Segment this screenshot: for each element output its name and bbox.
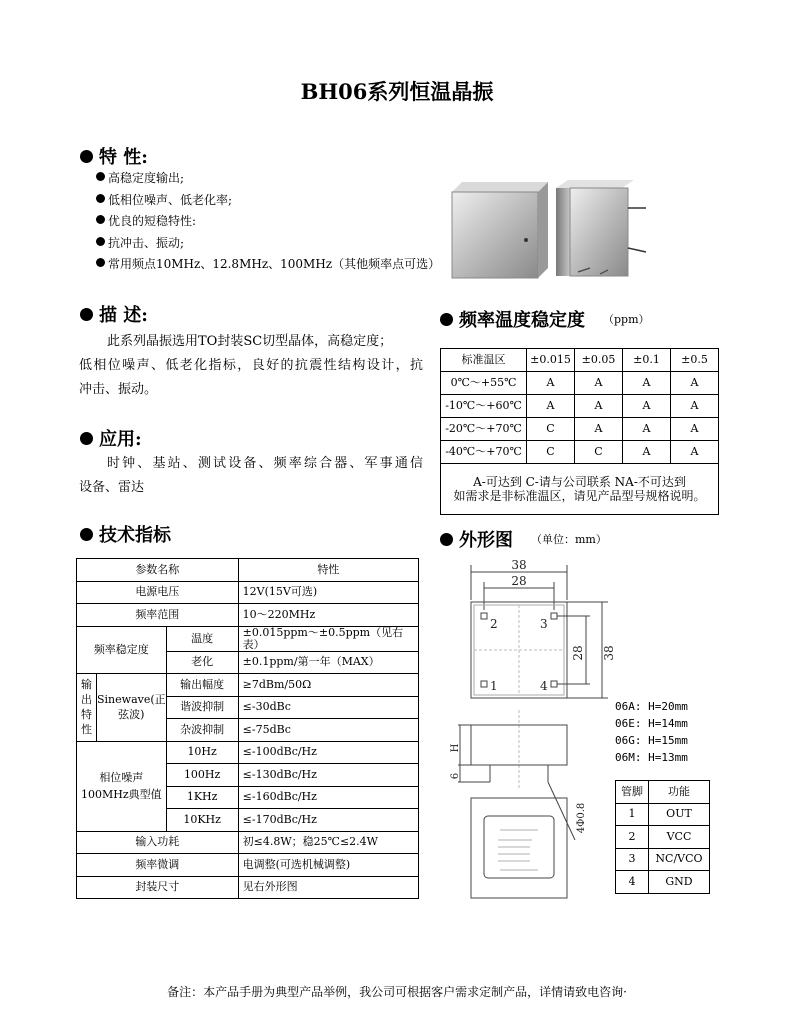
page-title: BH06系列恒温晶振 xyxy=(300,79,494,104)
outline-drawing xyxy=(450,560,620,910)
legend-note: 如需求是非标准温区，请见产品型号规格说明。 xyxy=(453,489,706,503)
list-item: 06M: H=13mm xyxy=(615,751,688,764)
dimension-label: 4Φ0.8 xyxy=(576,802,587,834)
dimension-label: 38 xyxy=(602,645,616,661)
bullet-icon xyxy=(96,215,105,224)
table-row xyxy=(441,464,719,515)
bullet-icon xyxy=(96,237,105,246)
table-row: -20℃～+70℃ C A A A xyxy=(441,418,719,441)
application-text: 时钟、基站、测试设备、频率综合器、军事通信 设备、雷达 xyxy=(79,456,423,495)
table-row: 100Hz ≤-130dBc/Hz xyxy=(77,764,419,787)
list-item: 常用频点10MHz、12.8MHz、100MHz（其他频率点可选） xyxy=(96,254,440,276)
bullet-icon xyxy=(96,172,105,181)
spec-heading: 技术指标 xyxy=(80,521,171,547)
bullet-icon xyxy=(440,533,453,546)
bullet-icon xyxy=(80,150,93,163)
table-row: -10℃～+60℃ A A A A xyxy=(441,395,719,418)
table-row: 电源电压 12V(15V可选) xyxy=(77,581,419,604)
table-row: 老化 ±0.1ppm/第一年（MAX） xyxy=(77,651,419,674)
table-row: 封装尺寸 见右外形图 xyxy=(77,876,419,899)
pin-label: 4 xyxy=(540,679,548,693)
dimension-label: 28 xyxy=(511,574,527,588)
pin-label: 2 xyxy=(490,617,498,631)
bullet-icon xyxy=(80,432,93,445)
spec-table xyxy=(76,558,419,899)
table-row: 1 OUT xyxy=(616,803,710,826)
list-item: 优良的短稳特性: xyxy=(96,211,440,233)
table-row: 2 VCC xyxy=(616,826,710,849)
table-row: 3 NC/VCO xyxy=(616,848,710,871)
list-item: 06G: H=15mm xyxy=(615,734,688,747)
table-row: 输出特性 Sinewave(正弦波) 输出幅度 ≥7dBm/50Ω xyxy=(77,674,419,697)
bullet-icon xyxy=(440,313,453,326)
description-text: 此系列晶振选用TO封装SC切型晶体，高稳定度； 低相位噪声、低老化指标，良好的抗震性结构设计，抗 冲击、振动。 xyxy=(79,334,423,397)
dimension-label: 38 xyxy=(511,560,527,572)
table-row: 输入功耗 初≤4.8W；稳25℃≤2.4W xyxy=(77,831,419,854)
product-photo xyxy=(448,178,653,283)
list-item: 抗冲击、振动; xyxy=(96,233,440,255)
table-row: 频率稳定度 温度 ±0.015ppm～±0.5ppm（见右表） xyxy=(77,626,419,651)
list-item: 06E: H=14mm xyxy=(615,717,688,730)
dimension-label: H xyxy=(450,743,461,753)
stability-table xyxy=(440,348,719,515)
height-list xyxy=(615,698,688,766)
table-row: 标准温区 ±0.015 ±0.05 ±0.1 ±0.5 xyxy=(441,349,719,372)
table-row: 1KHz ≤-160dBc/Hz xyxy=(77,786,419,809)
table-row: 杂波抑制 ≤-75dBc xyxy=(77,719,419,742)
dimension-label: 6 xyxy=(450,772,461,780)
table-row: 管脚 功能 xyxy=(616,781,710,804)
bullet-icon xyxy=(80,308,93,321)
table-row: 参数名称 特性 xyxy=(77,559,419,582)
bullet-icon xyxy=(96,258,105,267)
table-row: 频率微调 电调整(可选机械调整) xyxy=(77,854,419,877)
table-row: 频率范围 10～220MHz xyxy=(77,604,419,627)
features-heading: 特 性: xyxy=(80,143,148,169)
features-list xyxy=(96,168,440,276)
bullet-icon xyxy=(80,528,93,541)
list-item: 高稳定度输出; xyxy=(96,168,440,190)
outline-heading: 外形图 （单位：mm） xyxy=(440,526,607,552)
pin-table xyxy=(615,780,710,894)
list-item: 06A: H=20mm xyxy=(615,700,688,713)
table-row: 4 GND xyxy=(616,871,710,894)
legend-note: A-可达到 C-请与公司联系 NA-不可达到 xyxy=(473,475,686,489)
pin-label: 1 xyxy=(490,679,498,693)
footer-note: 备注：本产品手册为典型产品举例，我公司可根据客户需求定制产品，详情请致电咨询· xyxy=(167,985,627,999)
table-row: -40℃～+70℃ C C A A xyxy=(441,441,719,464)
table-row: 相位噪声100MHz典型值 10Hz ≤-100dBc/Hz xyxy=(77,741,419,764)
table-row: 谐波抑制 ≤-30dBc xyxy=(77,696,419,719)
stability-heading: 频率温度稳定度 （ppm） xyxy=(440,306,650,332)
description-heading: 描 述: xyxy=(80,301,148,327)
list-item: 低相位噪声、低老化率; xyxy=(96,190,440,212)
table-row: 10KHz ≤-170dBc/Hz xyxy=(77,809,419,832)
bullet-icon xyxy=(96,194,105,203)
application-heading: 应用: xyxy=(80,425,142,451)
pin-label: 3 xyxy=(540,617,548,631)
dimension-label: 28 xyxy=(571,645,585,661)
table-row: 0℃～+55℃ A A A A xyxy=(441,372,719,395)
